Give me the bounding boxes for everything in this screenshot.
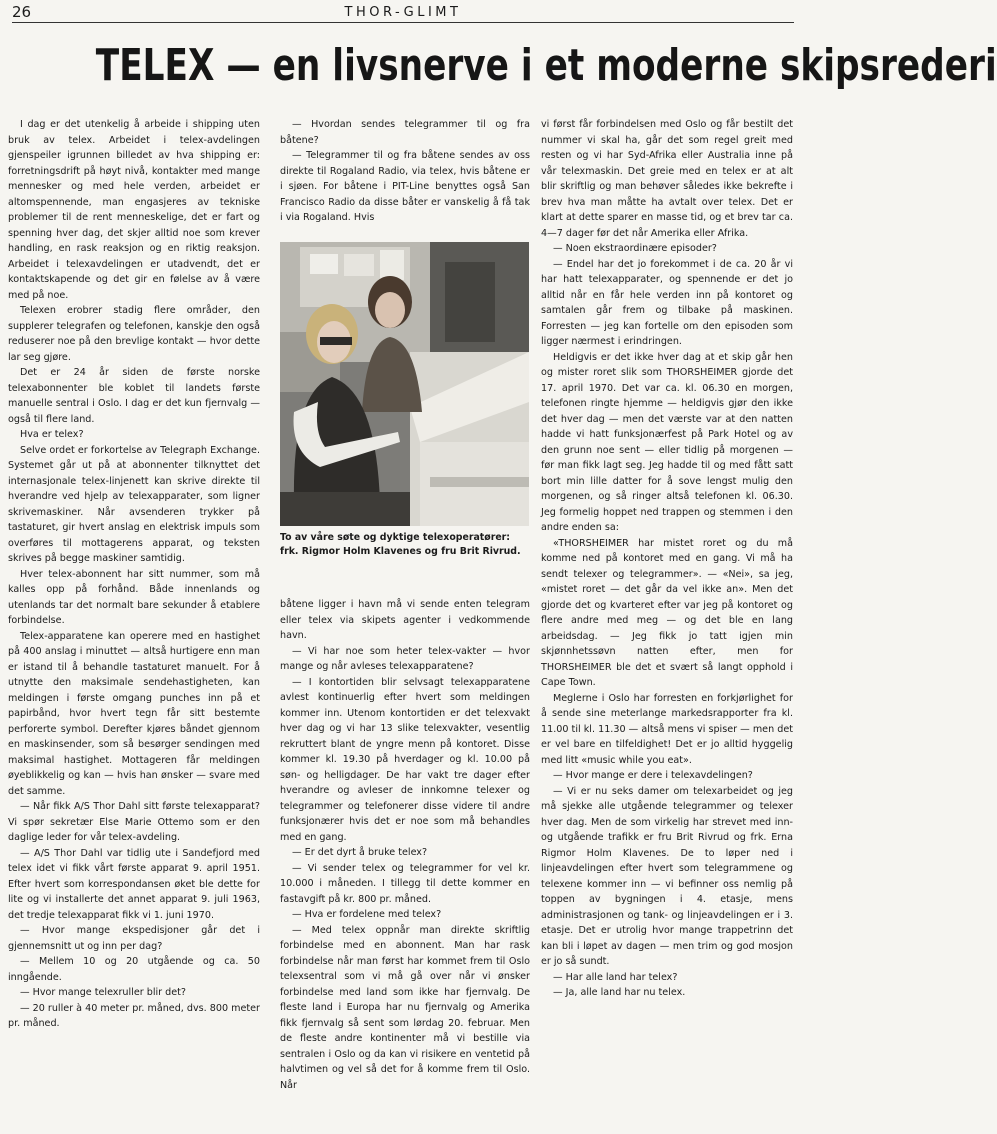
- paragraph: — Hvor mange er dere i telexavdelingen?: [553, 770, 753, 781]
- paragraph: Telex-apparatene kan operere med en hastighet på 400 anslag i minuttet — altså hurtigere enn man er istand til å behandle tastaturet manuelt. For å utnytte den maksimale sendehastigheten, kan meldingen i første omgang punches inn på et papirbånd, hvor hvert tegn får sitt bestemte perforerte symbol. Derefter kjøres båndet gjennom en maskinsender, som så besørger sendingen med maksimal hastighet. Mottageren får meldingen øyeblikkelig og kan — hvis han ønsker — svare med det samme.: [8, 630, 260, 797]
- paragraph: — Hvor mange telexruller blir det?: [20, 987, 186, 998]
- paragraph: Hver telex-abonnent har sitt nummer, som må kalles opp på forhånd. Både innenlands og utenlands tar det normalt bare sekunder å etablere forbindelse.: [8, 568, 260, 626]
- paragraph: — Hva er fordelene med telex?: [292, 909, 442, 920]
- page-number: 26: [12, 3, 32, 21]
- paragraph: — Hvor mange ekspedisjoner går det i gjennemsnitt ut og inn per dag?: [8, 925, 260, 952]
- telex-operators-photo: [280, 242, 529, 526]
- paragraph: Meglerne i Oslo har forresten en forkjørlighet for å sende sine meterlange markedsrapporter fra kl. 11.00 til kl. 11.30 — altså mens vi spiser — men det er vel bare en tilfeldighet! Det er jo alltid hyggelig med litt «music while you eat».: [541, 692, 793, 766]
- paragraph: vi først får forbindelsen med Oslo og får bestilt det nummer vi skal ha, går det som regel greit med resten og vi har Syd-Afrika eller Australia inne på vår telexmaskin. Det greie med en telex er at alt blir skriftlig og man behøver således ikke bekrefte i brev hva man måtte ha avtalt over telex. Det er klart at dette sparer en masse tid, og et brev tar ca. 4—7 dager før det når Amerika eller Afrika.: [541, 119, 793, 239]
- paragraph: «THORSHEIMER har mistet roret og du må komme ned på kontoret med en gang. Vi må ha sendt telexer og telegrammer». — «Nei», sa jeg, «mistet roret — det går da vel ikke an». Men det gjorde det og kvarteret efter var jeg på kontoret og flere andre med meg — og det ble en lang arbeidsdag. — Jeg fikk jo tatt igjen min skjønnhetssøvn natten efter, men for THORSHEIMER ble det et svært så langt opphold i Cape Town.: [541, 537, 793, 688]
- paragraph: I dag er det utenkelig å arbeide i shipping uten bruk av telex. Arbeidet i telex-avdelingen gjenspeiler igrunnen billedet av hva shipping er: forretningsdrift på høyt nivå, kontakter med mange mennesker og med hele verden, arbeidet er altomspennende, man engasjeres av tekniske problemer til de rent menneskelige, det er fart og spenning hver dag, det skjer alltid noe som krever handling, en rask reaksjon og en riktig reaksjon. Arbeidet i telexavdelingen er utadvendt, det er kontaktskapende og det gir en følelse av å være med på noe.: [8, 119, 260, 301]
- paragraph: — I kontortiden blir selvsagt telexapparatene avlest kontinuerlig efter hvert som meldingen kommer inn. Utenom kontortiden er det telexvakt hver dag og vi har 13 slike telexvakter, vesentlig rekruttert blant de yngre menn på kontoret. Disse kommer kl. 19.30 på hverdager og kl. 10.00 på søn- og helligdager. De har vakt tre dager efter hverandre og avleser de innkomne telexer og telegrammer og telefonerer disse videre til andre funksjonærer hvis det er noe som må behandles med en gang.: [280, 676, 530, 843]
- photo-illustration: [280, 242, 529, 526]
- article-column-2-top: [280, 117, 530, 237]
- running-title: THOR-GLIMT: [344, 5, 462, 20]
- article-headline: TELEX — en livsnerve i et moderne skipsrederi: [95, 40, 997, 91]
- paragraph: — Vi er nu seks damer om telexarbeidet og jeg må sjekke alle utgående telegrammer og telexer hver dag. Men de som virkelig har strevet med inn- og utgående trafikk er fru Brit Rivrud og frk. Erna Rigmor Holm Klavenes. De to løper ned i linjeavdelingen efter hvert som telegrammene og telexene kommer inn — vi befinner oss nemlig på toppen av bygningen i 4. etasje, mens administrasjonen og tank- og linjeavdelingen er i 3. etasje. Det er utrolig hvor mange trappetrinn det kan bli i løpet av dagen — men trim og god mosjon er jo så sundt.: [541, 785, 793, 967]
- article-column-3: [541, 117, 793, 1127]
- photo-caption: [280, 531, 530, 559]
- paragraph: — A/S Thor Dahl var tidlig ute i Sandefjord med telex idet vi fikk vårt første apparat 9. april 1951. Efter hvert som korrespondansen øket ble dette for lite og vi installerte det annet apparat 9. juli 1963, det tredje telexapparat fikk vi 1. juni 1970.: [8, 847, 260, 921]
- paragraph: — Endel har det jo forekommet i de ca. 20 år vi har hatt telexapparater, og spennende er det jo alltid når en får hele verden inn på kontoret og samtalen går frem og tilbake på maskinen. Forresten — jeg kan fortelle om den episoden som ligger nærmest i erindringen.: [541, 258, 793, 347]
- paragraph: — Noen ekstraordinære episoder?: [553, 243, 717, 254]
- paragraph: — Er det dyrt å bruke telex?: [292, 847, 428, 858]
- article-column-1: [8, 117, 260, 1127]
- paragraph: — Vi har noe som heter telex-vakter — hvor mange og når avleses telexapparatene?: [280, 645, 530, 672]
- paragraph: — Mellem 10 og 20 utgående og ca. 50 inngående.: [8, 956, 260, 983]
- caption-line: To av våre søte og dyktige telexoperatører:: [280, 532, 511, 543]
- paragraph: — Hvordan sendes telegrammer til og fra båtene?: [280, 119, 530, 146]
- paragraph: Telexen erobrer stadig flere områder, den supplerer telegrafen og telefonen, kanskje den også reduserer noe på den brevlige kontakt — hvor dette lar seg gjøre.: [8, 305, 260, 363]
- paragraph: — 20 ruller à 40 meter pr. måned, dvs. 800 meter pr. måned.: [8, 1002, 260, 1029]
- paragraph: — Ja, alle land har nu telex.: [553, 987, 686, 998]
- paragraph: — Når fikk A/S Thor Dahl sitt første telexapparat? Vi spør sekretær Else Marie Ottemo som er den daglige leder for vår telex-avdeling.: [8, 801, 260, 843]
- paragraph: — Med telex oppnår man direkte skriftlig forbindelse med en abonnent. Man har rask forbindelse når man først har kommet frem til Oslo telexsentral som vi må gå over når vi ønsker forbindelse med land som ikke har fjernvalg. De fleste land i Europa har nu fjernvalg og Amerika fikk fjernvalg så sent som lørdag 20. februar. Men de fleste andre kontinenter må vi bestille via sentralen i Oslo og da kan vi risikere en ventetid på halvtimen og vel så det for å komme frem til Oslo. Når: [280, 924, 530, 1091]
- paragraph: — Har alle land har telex?: [553, 971, 678, 983]
- paragraph: Det er 24 år siden de første norske telexabonnenter ble koblet til landets første manuelle sentral i Oslo. I dag er det kun fjernvalg — også til flere land.: [8, 367, 260, 425]
- paragraph: — Telegrammer til og fra båtene sendes av oss direkte til Rogaland Radio, via telex, hvis båtene er i sjøen. For båtene i PIT-Line benyttes også San Francisco Radio da disse båter er vanskelig å få tak i via Rogaland. Hvis: [280, 150, 530, 223]
- caption-line: frk. Rigmor Holm Klavenes og fru Brit Rivrud.: [280, 546, 521, 557]
- paragraph: — Vi sender telex og telegrammer for vel kr. 10.000 i måneden. I tillegg til dette kommer en fastavgift på kr. 800 pr. måned.: [280, 862, 530, 905]
- page-header: [12, 2, 794, 23]
- paragraph: Heldigvis er det ikke hver dag at et skip går hen og mister roret slik som THORSHEIMER gjorde det 17. april 1970. Det var ca. kl. 06.30 en morgen, telefonen ringte hjemme — heldigvis gjør den ikke det hver dag — men det værste var at den natten hadde vi hatt funksjonærfest på Park Hotel og av den grunn noe sent — eller tidlig på morgenen — før man fikk lagt seg. Jeg hadde til og med fått satt bort min lille datter for å sove lengst mulig den morgenen, og så ringer altså telefonen kl. 06.30. Jeg formelig hoppet ned trappen og stemmen i den andre enden sa:: [541, 351, 793, 533]
- paragraph: båtene ligger i havn må vi sende enten telegram eller telex via skipets agenter i vedkommende havn.: [280, 599, 530, 641]
- paragraph: Hva er telex?: [20, 429, 84, 440]
- paragraph: Selve ordet er forkortelse av Telegraph Exchange. Systemet går ut på at abonnenter tilknyttet det internasjonale telex-linjenett kan skrive direkte til hverandre ved hjelp av telexapparater, som ligner skrivemaskiner. Når avsenderen trykker på tastaturet, gir hvert anslag en elektrisk impuls som overføres til mottagerens apparat, og teksten skrives på begge maskiner samtidig.: [8, 444, 260, 564]
- article-column-2-bottom: [280, 597, 530, 1127]
